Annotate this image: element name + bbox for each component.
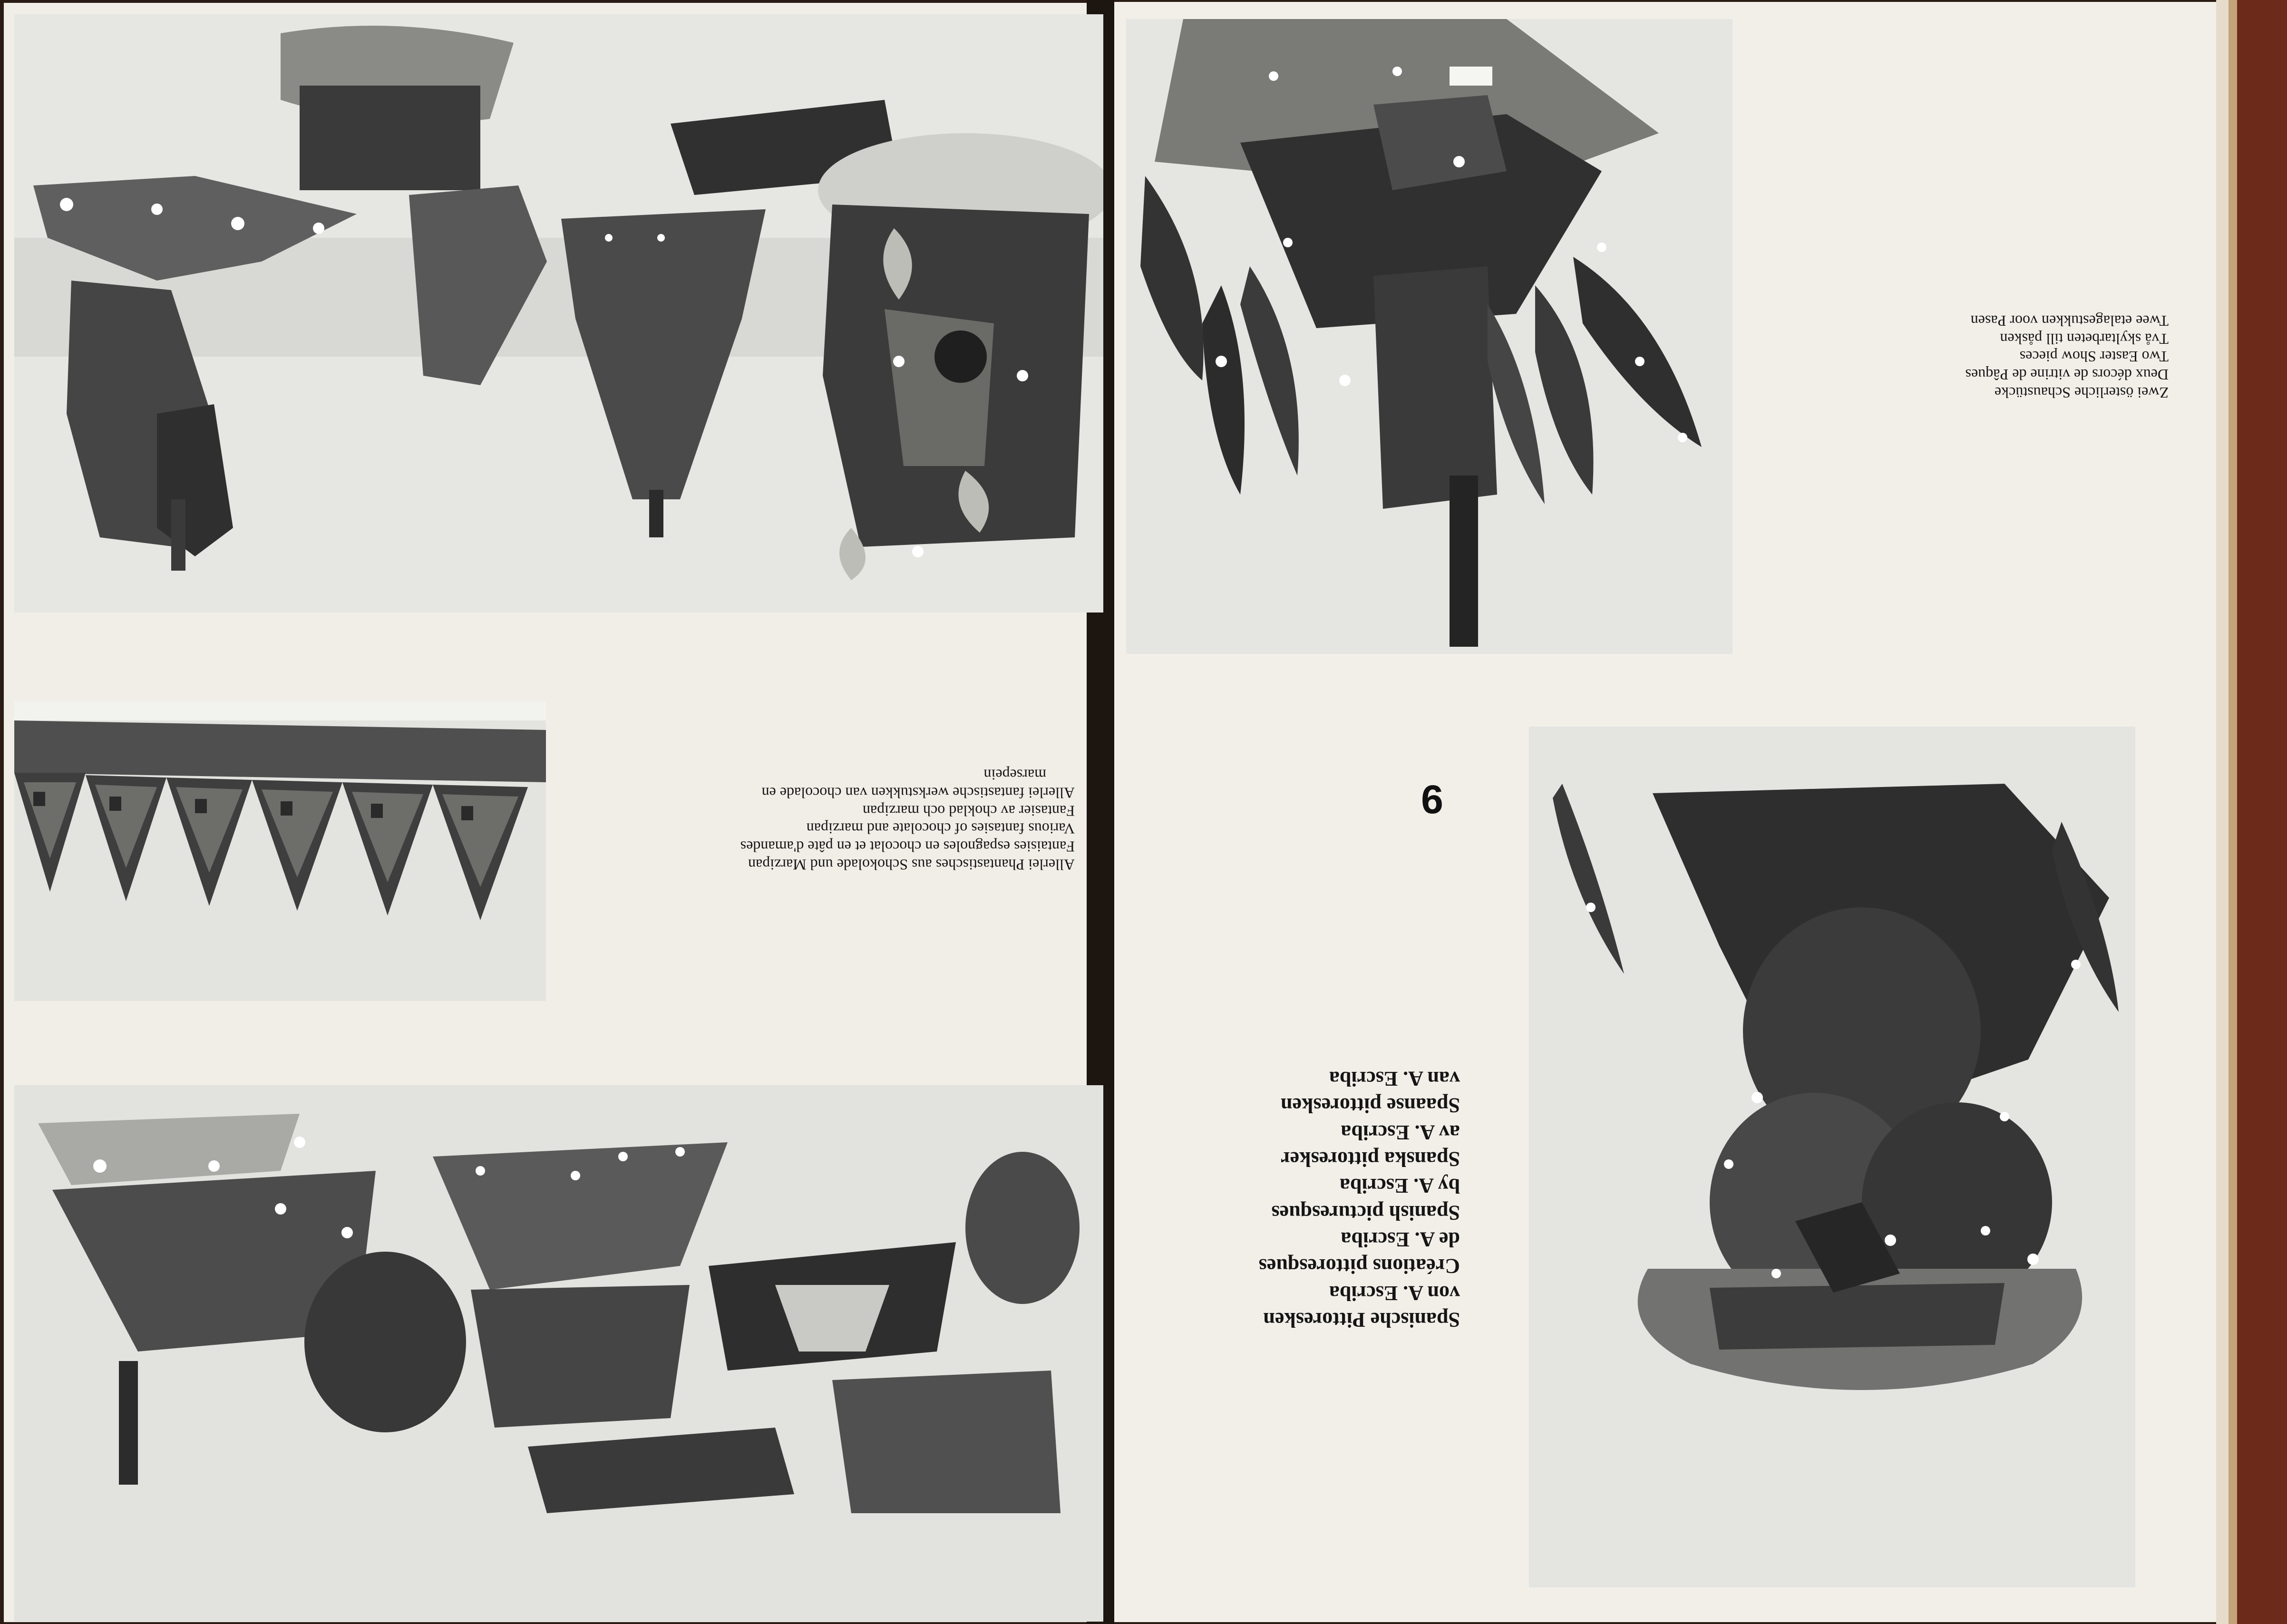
page-number: 9 [1421, 777, 1443, 822]
caption-line: Fantaisies espagnoles en chocolat et en pâte d'amandes [740, 838, 1075, 856]
caption-line: Allerlei fantastische werkstukken van chocolade en [761, 784, 1075, 802]
title-line: Spanska pittoresker [1281, 1147, 1460, 1171]
easter-caption [1869, 311, 2169, 401]
left-page-caption [633, 766, 1075, 874]
title-line: Spanische Pittoresken [1263, 1308, 1460, 1332]
caption-line: Zwei österliche Schaustücke [1994, 384, 2169, 401]
title-line: Spanish picturesques [1271, 1201, 1460, 1225]
caption-line: Twee etalagestukken voor Pasen [1970, 312, 2169, 330]
photo-egg-tree-fantasy [1529, 727, 2135, 1587]
title-line: Créations pittoresques [1258, 1254, 1460, 1278]
caption-line: Fantasier av choklad och marzipan [862, 802, 1075, 820]
photo-fantasy-houses-top [14, 14, 1103, 613]
book-cover-edge [2237, 0, 2287, 1624]
caption-line: Två skyltarbeten till påsken [2000, 330, 2169, 348]
title-line: von A. Escriba [1329, 1281, 1460, 1305]
photo-ships-and-cottages [14, 1085, 1103, 1622]
title-line: van A. Escriba [1329, 1067, 1460, 1091]
caption-line: Various fantasies of chocolate and marzipan [806, 820, 1075, 837]
title-line: av A. Escriba [1341, 1120, 1460, 1144]
title-line: Spaanse pittoresken [1281, 1094, 1460, 1118]
photo-house-rows-strip [14, 701, 546, 1001]
title-block [1213, 1065, 1460, 1333]
caption-line: Deux décors de vitrine de Pâques [1965, 366, 2169, 383]
caption-line: Two Easter Show pieces [2019, 348, 2169, 366]
caption-line: Allerlei Phantastisches aus Schokolade und Marzipan [748, 856, 1075, 874]
title-line: by A. Escriba [1339, 1174, 1460, 1198]
caption-line: marsepein [983, 766, 1046, 784]
title-line: de A. Escriba [1341, 1228, 1460, 1252]
page-edges [2216, 0, 2229, 1624]
photo-easter-show-piece [1126, 19, 1732, 654]
